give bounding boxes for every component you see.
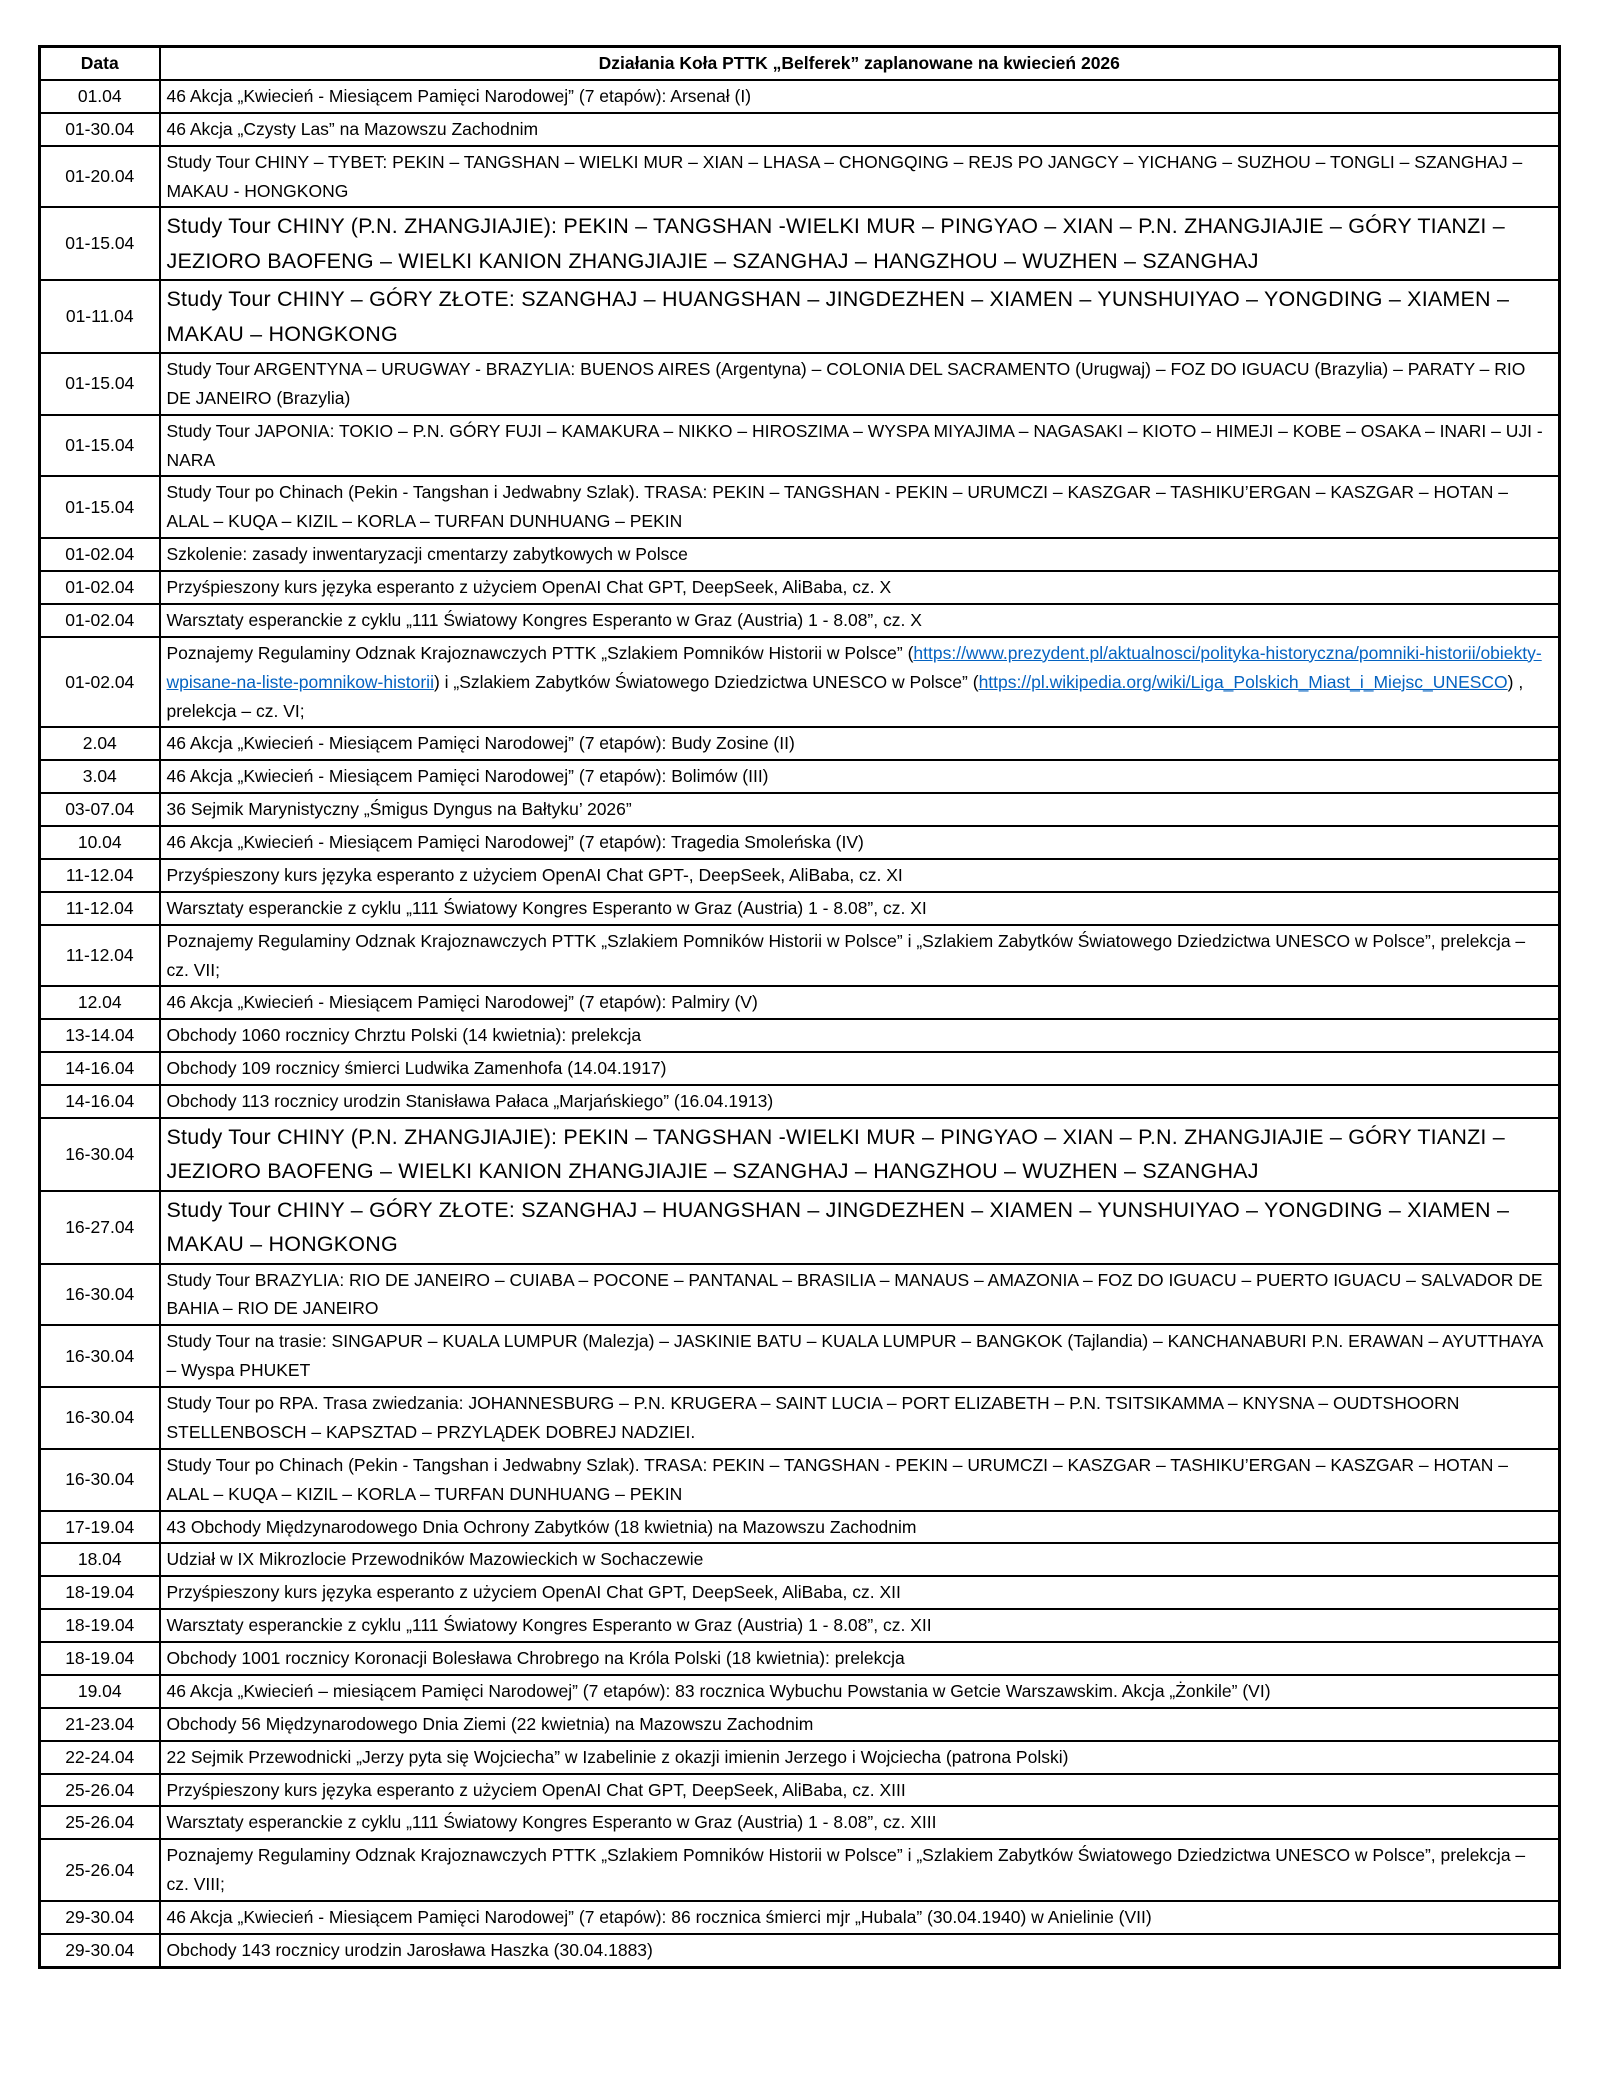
date-cell: 16-27.04 — [40, 1191, 160, 1264]
date-cell: 01-02.04 — [40, 637, 160, 728]
date-cell: 18-19.04 — [40, 1609, 160, 1642]
date-cell: 18-19.04 — [40, 1576, 160, 1609]
activity-cell: Przyśpieszony kurs języka esperanto z użyciem OpenAI Chat GPT, DeepSeek, AliBaba, cz. XIII — [160, 1774, 1560, 1807]
activity-cell: 22 Sejmik Przewodnicki „Jerzy pyta się Wojciecha” w Izabelinie z okazji imienin Jerzego i Wojciecha (patrona Polski) — [160, 1741, 1560, 1774]
activity-cell: Warsztaty esperanckie z cyklu „111 Światowy Kongres Esperanto w Graz (Austria) 1 - 8.08”, cz. XI — [160, 892, 1560, 925]
activity-cell: Przyśpieszony kurs języka esperanto z użyciem OpenAI Chat GPT, DeepSeek, AliBaba, cz. X — [160, 571, 1560, 604]
table-row — [40, 476, 1560, 538]
date-cell: 01-02.04 — [40, 571, 160, 604]
date-cell: 11-12.04 — [40, 925, 160, 987]
date-cell: 25-26.04 — [40, 1774, 160, 1807]
schedule-table-body — [40, 80, 1560, 1967]
date-cell: 10.04 — [40, 826, 160, 859]
activity-cell: Warsztaty esperanckie z cyklu „111 Światowy Kongres Esperanto w Graz (Austria) 1 - 8.08”, cz. XIII — [160, 1806, 1560, 1839]
activity-cell: Poznajemy Regulaminy Odznak Krajoznawczych PTTK „Szlakiem Pomników Historii w Polsce” i „Szlakiem Zabytków Światowego Dziedzictwa UNESCO w Polsce”, prelekcja – cz. VIII; — [160, 1839, 1560, 1901]
table-row — [40, 80, 1560, 113]
activity-cell: 46 Akcja „Kwiecień - Miesiącem Pamięci Narodowej” (7 etapów): Tragedia Smoleńska (IV) — [160, 826, 1560, 859]
table-row — [40, 207, 1560, 280]
date-cell: 11-12.04 — [40, 859, 160, 892]
table-row — [40, 1325, 1560, 1387]
table-row — [40, 113, 1560, 146]
table-row — [40, 1118, 1560, 1191]
activity-cell: Obchody 109 rocznicy śmierci Ludwika Zamenhofa (14.04.1917) — [160, 1052, 1560, 1085]
activity-cell: 46 Akcja „Kwiecień - Miesiącem Pamięci Narodowej” (7 etapów): 86 rocznica śmierci mjr „Hubala” (30.04.1940) w Anielinie (VII) — [160, 1901, 1560, 1934]
date-cell: 01-15.04 — [40, 207, 160, 280]
table-row — [40, 727, 1560, 760]
date-cell: 16-30.04 — [40, 1264, 160, 1326]
table-row — [40, 1543, 1560, 1576]
date-cell: 01-15.04 — [40, 476, 160, 538]
table-row — [40, 1387, 1560, 1449]
date-cell: 22-24.04 — [40, 1741, 160, 1774]
date-cell: 21-23.04 — [40, 1708, 160, 1741]
table-row — [40, 415, 1560, 477]
activity-cell: 46 Akcja „Kwiecień - Miesiącem Pamięci Narodowej” (7 etapów): Budy Zosine (II) — [160, 727, 1560, 760]
activity-cell: Poznajemy Regulaminy Odznak Krajoznawczych PTTK „Szlakiem Pomników Historii w Polsce” i „Szlakiem Zabytków Światowego Dziedzictwa UNESCO w Polsce”, prelekcja – cz. VII; — [160, 925, 1560, 987]
hyperlink[interactable]: https://pl.wikipedia.org/wiki/Liga_Polskich_Miast_i_Miejsc_UNESCO — [978, 671, 1508, 692]
table-row — [40, 986, 1560, 1019]
activity-cell: Study Tour po Chinach (Pekin - Tangshan i Jedwabny Szlak). TRASA: PEKIN – TANGSHAN - PEKIN – URUMCZI – KASZGAR – TASHIKU’ERGAN – KASZGAR – HOTAN – ALAL – KUQA – KIZIL – KORLA – TURFAN DUNHUANG – PEKIN — [160, 1449, 1560, 1511]
header-cell-activities: Działania Koła PTTK „Belferek” zaplanowane na kwiecień 2026 — [160, 47, 1560, 80]
activity-cell: 36 Sejmik Marynistyczny „Śmigus Dyngus na Bałtyku’ 2026” — [160, 793, 1560, 826]
date-cell: 14-16.04 — [40, 1052, 160, 1085]
date-cell: 01-11.04 — [40, 280, 160, 353]
table-row — [40, 892, 1560, 925]
activity-cell: Obchody 1001 rocznicy Koronacji Bolesława Chrobrego na Króla Polski (18 kwietnia): prelekcja — [160, 1642, 1560, 1675]
date-cell: 29-30.04 — [40, 1901, 160, 1934]
activity-cell: Udział w IX Mikrozlocie Przewodników Mazowieckich w Sochaczewie — [160, 1543, 1560, 1576]
activity-cell: Poznajemy Regulaminy Odznak Krajoznawczych PTTK „Szlakiem Pomników Historii w Polsce” (https://www.prezydent.pl/aktualnosci/polityka-historyczna/pomniki-historii/obiekty-wpisane-na-liste-pomnikow-historii) i „Szlakiem Zabytków Światowego Dziedzictwa UNESCO w Polsce” (https://pl.wikipedia.org/wiki/Liga_Polskich_Miast_i_Miejsc_UNESCO) , prelekcja – cz. VI; — [160, 637, 1560, 728]
table-row — [40, 1264, 1560, 1326]
table-row — [40, 793, 1560, 826]
activity-cell: 43 Obchody Międzynarodowego Dnia Ochrony Zabytków (18 kwietnia) na Mazowszu Zachodnim — [160, 1511, 1560, 1544]
table-row — [40, 1741, 1560, 1774]
table-row — [40, 146, 1560, 208]
hyperlink[interactable]: https://www.prezydent.pl/aktualnosci/polityka-historyczna/pomniki-historii/obiekty-wpisane-na-liste-pomnikow-historii — [166, 642, 1542, 692]
activity-cell: 46 Akcja „Kwiecień - Miesiącem Pamięci Narodowej” (7 etapów): Arsenał (I) — [160, 80, 1560, 113]
date-cell: 01-30.04 — [40, 113, 160, 146]
date-cell: 16-30.04 — [40, 1118, 160, 1191]
date-cell: 01-02.04 — [40, 604, 160, 637]
table-row — [40, 1052, 1560, 1085]
table-row — [40, 1774, 1560, 1807]
date-cell: 19.04 — [40, 1675, 160, 1708]
table-row — [40, 859, 1560, 892]
table-row — [40, 571, 1560, 604]
table-row — [40, 1576, 1560, 1609]
date-cell: 11-12.04 — [40, 892, 160, 925]
table-row — [40, 1019, 1560, 1052]
table-row — [40, 1191, 1560, 1264]
date-cell: 01-02.04 — [40, 538, 160, 571]
date-cell: 17-19.04 — [40, 1511, 160, 1544]
table-row — [40, 1675, 1560, 1708]
activity-cell: Przyśpieszony kurs języka esperanto z użyciem OpenAI Chat GPT-, DeepSeek, AliBaba, cz. XI — [160, 859, 1560, 892]
date-cell: 25-26.04 — [40, 1806, 160, 1839]
activity-cell: Study Tour po RPA. Trasa zwiedzania: JOHANNESBURG – P.N. KRUGERA – SAINT LUCIA – PORT ELIZABETH – P.N. TSITSIKAMMA – KNYSNA – OUDTSHOORN STELLENBOSCH – KAPSZTAD – PRZYLĄDEK DOBREJ NADZIEI. — [160, 1387, 1560, 1449]
activity-cell: Study Tour CHINY – TYBET: PEKIN – TANGSHAN – WIELKI MUR – XIAN – LHASA – CHONGQING – REJS PO JANGCY – YICHANG – SUZHOU – TONGLI – SZANGHAJ – MAKAU - HONGKONG — [160, 146, 1560, 208]
table-row — [40, 1609, 1560, 1642]
activity-cell: Obchody 56 Międzynarodowego Dnia Ziemi (22 kwietnia) na Mazowszu Zachodnim — [160, 1708, 1560, 1741]
activity-cell: Study Tour BRAZYLIA: RIO DE JANEIRO – CUIABA – POCONE – PANTANAL – BRASILIA – MANAUS – AMAZONIA – FOZ DO IGUACU – PUERTO IGUACU – SALVADOR DE BAHIA – RIO DE JANEIRO — [160, 1264, 1560, 1326]
table-row — [40, 1806, 1560, 1839]
date-cell: 13-14.04 — [40, 1019, 160, 1052]
date-cell: 01-15.04 — [40, 415, 160, 477]
table-row — [40, 1511, 1560, 1544]
table-row — [40, 1642, 1560, 1675]
activity-cell: 46 Akcja „Czysty Las” na Mazowszu Zachodnim — [160, 113, 1560, 146]
table-row — [40, 1934, 1560, 1967]
date-cell: 16-30.04 — [40, 1325, 160, 1387]
table-row — [40, 1708, 1560, 1741]
date-cell: 29-30.04 — [40, 1934, 160, 1967]
table-row — [40, 280, 1560, 353]
activity-cell: 46 Akcja „Kwiecień – miesiącem Pamięci Narodowej” (7 etapów): 83 rocznica Wybuchu Powstania w Getcie Warszawskim. Akcja „Żonkile” (VI) — [160, 1675, 1560, 1708]
activity-cell: Study Tour CHINY (P.N. ZHANGJIAJIE): PEKIN – TANGSHAN -WIELKI MUR – PINGYAO – XIAN – P.N. ZHANGJIAJIE – GÓRY TIANZI – JEZIORO BAOFENG – WIELKI KANION ZHANGJIAJIE – SZANGHAJ – HANGZHOU – WUZHEN – SZANGHAJ — [160, 207, 1560, 280]
date-cell: 01-20.04 — [40, 146, 160, 208]
date-cell: 14-16.04 — [40, 1085, 160, 1118]
activity-cell: Obchody 143 rocznicy urodzin Jarosława Haszka (30.04.1883) — [160, 1934, 1560, 1967]
activity-cell: Study Tour CHINY (P.N. ZHANGJIAJIE): PEKIN – TANGSHAN -WIELKI MUR – PINGYAO – XIAN – P.N. ZHANGJIAJIE – GÓRY TIANZI – JEZIORO BAOFENG – WIELKI KANION ZHANGJIAJIE – SZANGHAJ – HANGZHOU – WUZHEN – SZANGHAJ — [160, 1118, 1560, 1191]
date-cell: 16-30.04 — [40, 1387, 160, 1449]
activity-cell: Study Tour CHINY – GÓRY ZŁOTE: SZANGHAJ – HUANGSHAN – JINGDEZHEN – XIAMEN – YUNSHUIYAO – YONGDING – XIAMEN – MAKAU – HONGKONG — [160, 1191, 1560, 1264]
table-row — [40, 353, 1560, 415]
date-cell: 12.04 — [40, 986, 160, 1019]
date-cell: 03-07.04 — [40, 793, 160, 826]
date-cell: 01.04 — [40, 80, 160, 113]
date-cell: 18.04 — [40, 1543, 160, 1576]
activity-cell: Przyśpieszony kurs języka esperanto z użyciem OpenAI Chat GPT, DeepSeek, AliBaba, cz. XII — [160, 1576, 1560, 1609]
activity-cell: 46 Akcja „Kwiecień - Miesiącem Pamięci Narodowej” (7 etapów): Bolimów (III) — [160, 760, 1560, 793]
table-row — [40, 538, 1560, 571]
activity-cell: Study Tour po Chinach (Pekin - Tangshan i Jedwabny Szlak). TRASA: PEKIN – TANGSHAN - PEKIN – URUMCZI – KASZGAR – TASHIKU’ERGAN – KASZGAR – HOTAN – ALAL – KUQA – KIZIL – KORLA – TURFAN DUNHUANG – PEKIN — [160, 476, 1560, 538]
table-row — [40, 1449, 1560, 1511]
date-cell: 18-19.04 — [40, 1642, 160, 1675]
table-header-row — [40, 47, 1560, 80]
date-cell: 01-15.04 — [40, 353, 160, 415]
activity-cell: Study Tour CHINY – GÓRY ZŁOTE: SZANGHAJ – HUANGSHAN – JINGDEZHEN – XIAMEN – YUNSHUIYAO – YONGDING – XIAMEN – MAKAU – HONGKONG — [160, 280, 1560, 353]
activity-cell: Warsztaty esperanckie z cyklu „111 Światowy Kongres Esperanto w Graz (Austria) 1 - 8.08”, cz. X — [160, 604, 1560, 637]
table-row — [40, 826, 1560, 859]
table-row — [40, 637, 1560, 728]
table-row — [40, 925, 1560, 987]
table-row — [40, 760, 1560, 793]
activity-cell: 46 Akcja „Kwiecień - Miesiącem Pamięci Narodowej” (7 etapów): Palmiry (V) — [160, 986, 1560, 1019]
table-row — [40, 1839, 1560, 1901]
schedule-table — [38, 45, 1561, 1969]
header-cell-date: Data — [40, 47, 160, 80]
date-cell: 3.04 — [40, 760, 160, 793]
table-row — [40, 1901, 1560, 1934]
activity-cell: Warsztaty esperanckie z cyklu „111 Światowy Kongres Esperanto w Graz (Austria) 1 - 8.08”, cz. XII — [160, 1609, 1560, 1642]
activity-cell: Study Tour na trasie: SINGAPUR – KUALA LUMPUR (Malezja) – JASKINIE BATU – KUALA LUMPUR – BANGKOK (Tajlandia) – KANCHANABURI P.N. ERAWAN – AYUTTHAYA – Wyspa PHUKET — [160, 1325, 1560, 1387]
date-cell: 16-30.04 — [40, 1449, 160, 1511]
activity-cell: Study Tour JAPONIA: TOKIO – P.N. GÓRY FUJI – KAMAKURA – NIKKO – HIROSZIMA – WYSPA MIYAJIMA – NAGASAKI – KIOTO – HIMEJI – KOBE – OSAKA – INARI – UJI - NARA — [160, 415, 1560, 477]
table-row — [40, 604, 1560, 637]
table-row — [40, 1085, 1560, 1118]
date-cell: 2.04 — [40, 727, 160, 760]
activity-cell: Obchody 113 rocznicy urodzin Stanisława Pałaca „Marjańskiego” (16.04.1913) — [160, 1085, 1560, 1118]
date-cell: 25-26.04 — [40, 1839, 160, 1901]
activity-cell: Study Tour ARGENTYNA – URUGWAY - BRAZYLIA: BUENOS AIRES (Argentyna) – COLONIA DEL SACRAMENTO (Urugwaj) – FOZ DO IGUACU (Brazylia) – PARATY – RIO DE JANEIRO (Brazylia) — [160, 353, 1560, 415]
activity-cell: Szkolenie: zasady inwentaryzacji cmentarzy zabytkowych w Polsce — [160, 538, 1560, 571]
activity-cell: Obchody 1060 rocznicy Chrztu Polski (14 kwietnia): prelekcja — [160, 1019, 1560, 1052]
